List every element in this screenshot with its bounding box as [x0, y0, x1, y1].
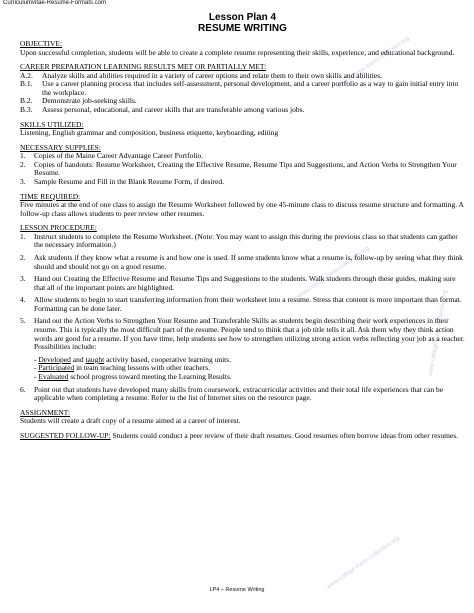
site-tag: Curriculumvitae-Resume-Formats.com: [3, 0, 107, 6]
objective-section: [20, 40, 465, 57]
procedure-step-text: Point out that students have developed many skills from coursework, extracurricular activities and their total life experiences that can be applicable when completing a resume. Refer to the list of Internet sites on the resource page.: [34, 384, 444, 403]
followup-section: [20, 432, 465, 441]
time-heading: TIME REQUIRED:: [20, 191, 81, 201]
procedure-step-number: 2.: [20, 252, 26, 262]
example-verb-item: - Participated in team teaching lessons with other teachers.: [34, 363, 210, 373]
career-section: [20, 63, 465, 114]
procedure-step-number: 3.: [20, 274, 26, 284]
career-heading: CAREER PREPARATION LEARNING RESULTS MET OR PARTIALLY MET:: [20, 62, 267, 72]
example-verb-item: - Developed and taught activity based, cooperative learning units.: [34, 354, 232, 364]
procedure-step-number: 1.: [20, 231, 26, 241]
followup-heading: SUGGESTED FOLLOW-UP:: [20, 430, 111, 440]
example-verb-joiner: and: [70, 354, 86, 364]
procedure-step-text: Hand out Creating the Effective Resume and Resume Tips and Suggestions to the students. Walk students through these guides, making sure that all of the important points are highlighted.: [34, 274, 456, 292]
lesson-plan-page: [20, 12, 465, 441]
career-item-text: Demonstrate job-seeking skills.: [42, 96, 137, 106]
supply-item: [20, 178, 465, 187]
supply-item-number: 2.: [20, 159, 26, 169]
objective-heading: OBJECTIVE:: [20, 39, 63, 48]
procedure-step-body: [34, 317, 465, 381]
supply-item-text: Sample Resume and Fill in the Blank Resume Form, if desired.: [34, 176, 224, 186]
watermark-3: www.college-icons-collection.org: [326, 535, 401, 591]
followup-paragraph: [20, 432, 465, 441]
supply-item-number: 3.: [20, 176, 26, 186]
assignment-heading: ASSIGNMENT:: [20, 407, 71, 417]
procedure-step-number: 4.: [20, 295, 26, 305]
procedure-step: [20, 275, 465, 292]
followup-text: Students could conduct a peer review of their draft resumes. Good resumes often borrow ideas from other resumes.: [112, 430, 459, 440]
procedure-step: [20, 254, 465, 271]
career-item: [20, 80, 465, 97]
example-verb: Participated: [38, 363, 75, 373]
skills-section: [20, 121, 465, 138]
time-text: Five minutes at the end of one class to assign the Resume Worksheet followed by one 45-minute class to discuss resume structure and formatting. A follow-up class allows students to peer review other resumes.: [20, 200, 464, 218]
title-line-1: Lesson Plan 4: [208, 12, 277, 23]
career-item-label: B.2.: [20, 96, 33, 106]
career-item: [20, 106, 465, 115]
career-item-label: B.3.: [20, 104, 33, 114]
career-item-text: Analyze skills and abilities required in a variety of career options and relate them to their own skills and abilities.: [42, 70, 382, 80]
procedure-step: [20, 233, 465, 250]
objective-text: Upon successful completion, students will be able to create a complete resume representing their skills, experience, and educational background.: [20, 47, 455, 57]
skills-text: Listening, English grammar and composition, business etiquette, keyboarding, editing: [20, 128, 279, 138]
example-verb-rest: in team teaching lessons with other teachers.: [74, 363, 210, 373]
example-verb: Evaluated: [38, 372, 69, 382]
supply-item-text: Copies of handouts: Resume Worksheet, Creating the Effective Resume, Resume Tips and Suggestions, and Action Verbs to Strengthen Your Resume.: [34, 159, 457, 178]
supplies-section: [20, 144, 465, 187]
example-verb-rest: activity based, cooperative learning units.: [104, 354, 232, 364]
procedure-step-number: 5.: [20, 316, 26, 326]
page-footer: LP4 – Resume Writing: [209, 587, 265, 593]
procedure-step: [20, 296, 465, 313]
procedure-step-text: Ask students if they know what a resume is and how one is used. If some students know what a resume is, follow-up by seeing what they think should and should not go on a good resume.: [34, 252, 463, 271]
career-item-label: A.2.: [20, 70, 33, 80]
example-verb: Developed: [38, 354, 71, 364]
procedure-step-number: 6.: [20, 384, 26, 394]
procedure-step-text: Hand out the Action Verbs to Strengthen Your Resume and Transferable Skills as students begin describing their work experiences in their resume. This is typically the most difficult part of the resume. People tend to think that a job title tells it all. Ask them why they think action words are good for a resume. If you have time, help students see how to strengthen utilizing strong action verbs reflecting your job as a teacher. Possibilities include:: [34, 316, 465, 352]
example-verb-list: [34, 356, 465, 382]
watermark-2: www.college-icons-collection.org: [296, 245, 371, 301]
career-item-text: Assess personal, educational, and career skills that are transferable among various jobs.: [42, 104, 305, 114]
procedure-heading: LESSON PROCEDURE:: [20, 223, 97, 233]
watermark-4: www.college-icons-collection.org: [427, 289, 449, 377]
watermark-1: www.college-icons-collection.org: [336, 35, 411, 91]
time-section: [20, 193, 465, 219]
example-verb-rest: school progress toward meeting the Learning Results.: [68, 372, 232, 382]
procedure-step-text: Allow students to begin to start transferring information from their worksheet into a resume. Stress that content is more important than format. Formatting can be done later.: [34, 295, 462, 313]
skills-heading: SKILLS UTILIZED:: [20, 119, 84, 129]
supply-item: [20, 161, 465, 178]
procedure-step-text: Instruct students to complete the Resume Worksheet. (Note: You may want to assign this during the previous class so that students can gather the necessary information.): [34, 231, 458, 250]
supplies-heading: NECESSARY SUPPLIES:: [20, 142, 101, 152]
procedure-section: [20, 224, 465, 403]
supply-item-number: 1.: [20, 151, 26, 161]
procedure-step: [20, 317, 465, 381]
assignment-text: Students will create a draft copy of a resume aimed at a career of interest.: [20, 416, 241, 426]
supply-item-text: Copies of the Maine Career Advantage Career Portfolio.: [34, 151, 204, 161]
career-item-label: B.1.: [20, 79, 33, 89]
example-verb-item: - Evaluated school progress toward meeting the Learning Results.: [34, 372, 232, 382]
procedure-step: [20, 386, 465, 403]
assignment-section: [20, 409, 465, 426]
career-item-text: Use a career planning process that includes self-assessment, personal development, and a career portfolio as a way to gain initial entry into the workplace.: [42, 79, 459, 97]
title-line-2: RESUME WRITING: [198, 23, 287, 34]
example-verb: taught: [85, 354, 105, 364]
